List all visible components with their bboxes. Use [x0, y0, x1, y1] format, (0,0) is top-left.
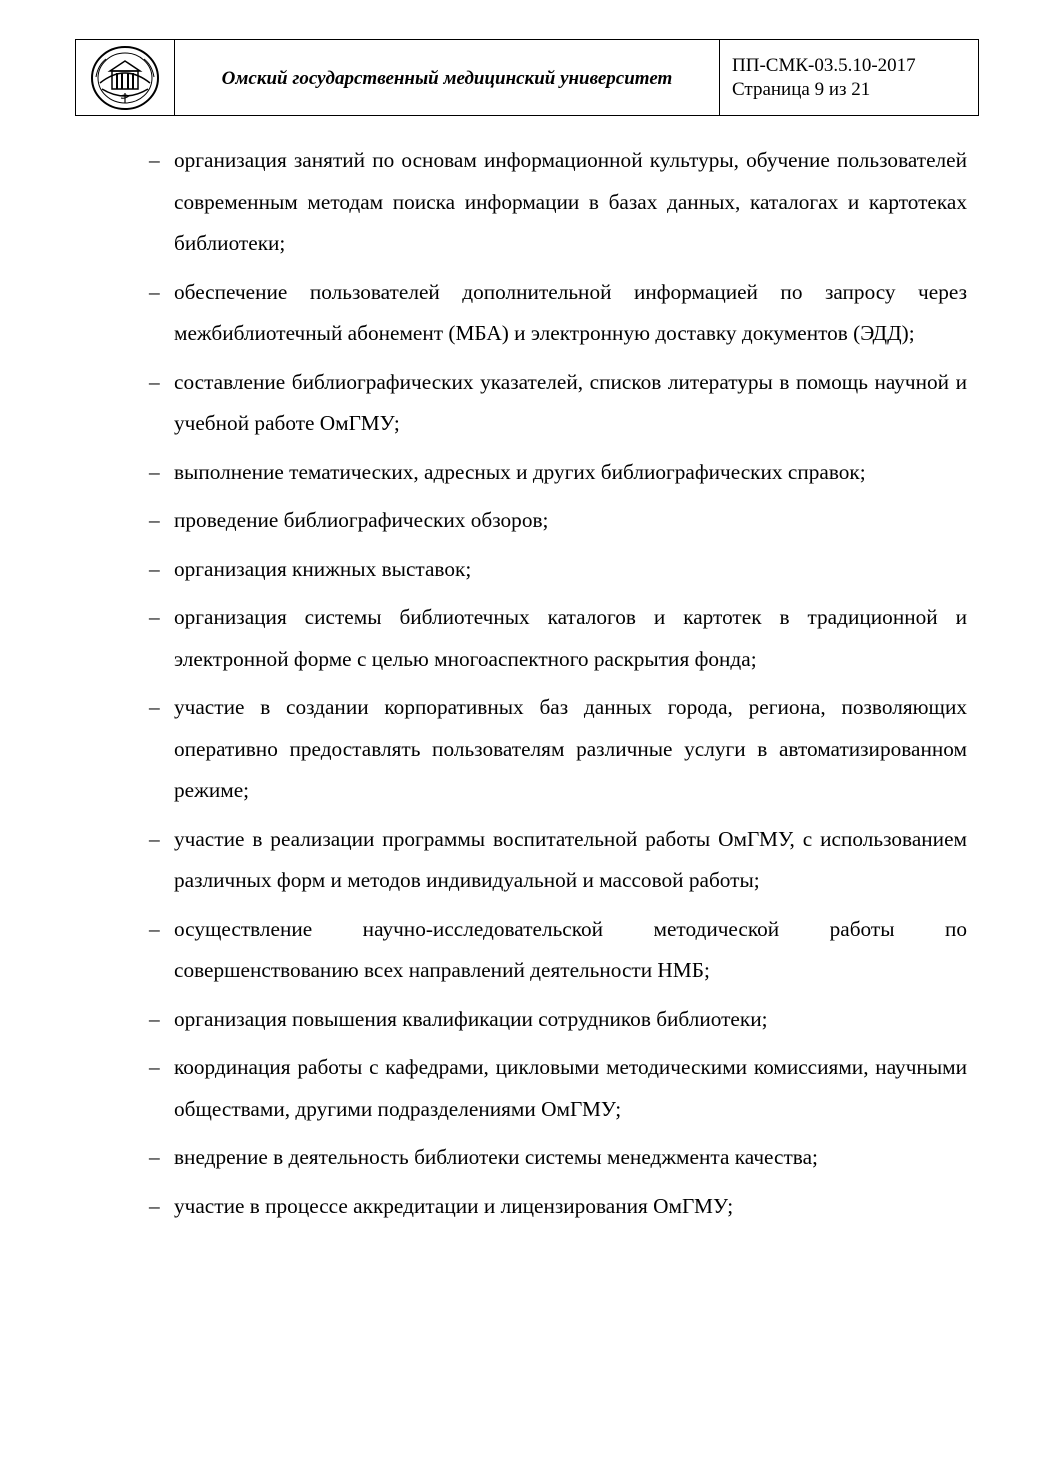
page-counter: Страница 9 из 21 [732, 78, 871, 100]
list-item [147, 1186, 967, 1228]
list-item-text: участие в реализации программы воспитательной работы ОмГМУ, с использованием различных форм и методов индивидуальной и массовой работы; [174, 826, 967, 892]
list-item [147, 909, 967, 992]
list-item-text: выполнение тематических, адресных и других библиографических справок; [174, 459, 866, 484]
list-item-text: участие в процессе аккредитации и лицензирования ОмГМУ; [174, 1193, 734, 1218]
list-item-text: организация книжных выставок; [174, 556, 472, 581]
list-item-text: организация повышения квалификации сотрудников библиотеки; [174, 1006, 768, 1031]
list-item-text: координация работы с кафедрами, цикловыми методическими комиссиями, научными обществами, другими подразделениями ОмГМУ; [174, 1055, 967, 1121]
list-item [147, 362, 967, 445]
list-item-text: организация системы библиотечных каталогов и картотек в традиционной и электронной форме с целью многоаспектного раскрытия фонда; [174, 605, 967, 671]
list-dash: – [149, 1006, 160, 1031]
list-dash: – [149, 916, 160, 941]
page-header [75, 39, 979, 116]
document-code: ПП-СМК-03.5.10-2017 [732, 54, 916, 76]
list-item-text: проведение библиографических обзоров; [174, 508, 549, 532]
list-item [147, 500, 967, 542]
list-item [147, 272, 967, 355]
list-item [147, 819, 967, 902]
list-item [147, 687, 967, 812]
list-dash: – [149, 508, 160, 532]
list-dash: – [149, 556, 160, 581]
list-item [147, 1137, 967, 1179]
list-dash: – [149, 1193, 160, 1218]
list-dash: – [149, 369, 160, 394]
duties-list [147, 140, 967, 1234]
list-item-text: организация занятий по основам информационной культуры, обучение пользователей современным методам поиска информации в базах данных, каталогах и картотеках библиотеки; [174, 148, 967, 255]
list-item-text: осуществление научно-исследовательской методической работы по совершенствованию всех направлений деятельности НМБ; [174, 916, 967, 982]
list-dash: – [149, 1145, 160, 1169]
list-item [147, 1047, 967, 1130]
list-dash: – [149, 459, 160, 484]
list-item-text: участие в создании корпоративных баз данных города, региона, позволяющих оперативно предоставлять пользователям различные услуги в автоматизированном режиме; [174, 695, 967, 802]
organization-title: Омский государственный медицинский университет [175, 40, 720, 115]
list-item [147, 140, 967, 265]
logo-cell [76, 40, 175, 115]
university-seal-icon [88, 43, 162, 113]
list-item-text: внедрение в деятельность библиотеки системы менеджмента качества; [174, 1145, 818, 1169]
list-dash: – [149, 148, 160, 172]
list-dash: – [149, 826, 160, 851]
list-item [147, 999, 967, 1041]
list-dash: – [149, 695, 160, 719]
list-item [147, 452, 967, 494]
list-dash: – [149, 1055, 160, 1079]
list-dash: – [149, 605, 160, 629]
list-dash: – [149, 279, 160, 304]
list-item-text: составление библиографических указателей, списков литературы в помощь научной и учебной работе ОмГМУ; [174, 369, 967, 435]
document-meta [720, 40, 978, 115]
list-item [147, 549, 967, 591]
list-item-text: обеспечение пользователей дополнительной информацией по запросу через межбиблиотечный абонемент (МБА) и электронную доставку документов (ЭДД); [174, 279, 967, 345]
list-item [147, 597, 967, 680]
